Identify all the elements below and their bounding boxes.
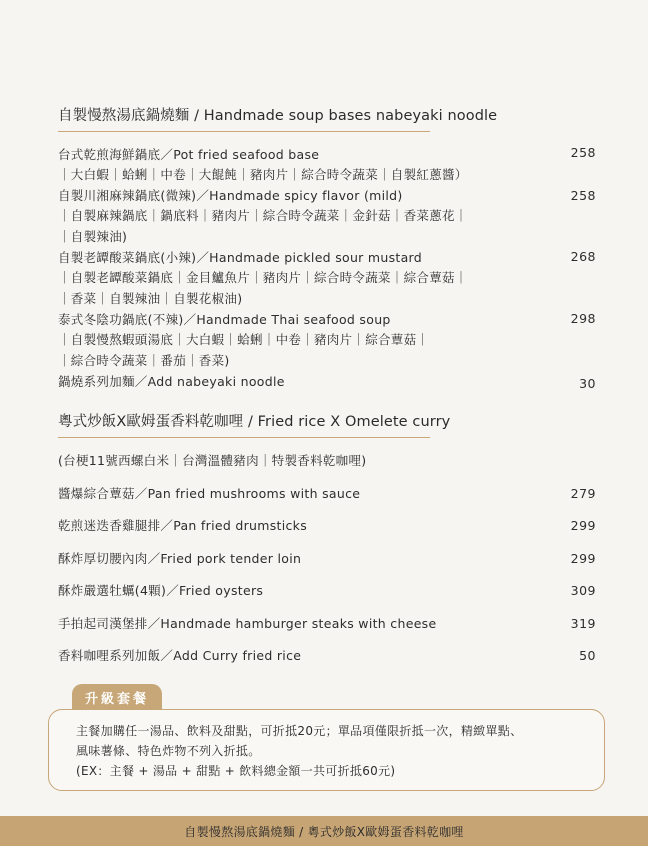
menu-item-price: 299 — [570, 551, 596, 566]
menu-item-name: 酥炸厚切腰內肉／Fried pork tender loin — [58, 551, 302, 566]
menu-item-name: 酥炸嚴選牡蠣(4顆)／Fried oysters — [58, 583, 264, 598]
section-title-fried-rice: 粵式炒飯X歐姆蛋香料乾咖哩 / Fried rice X Omelete curry — [58, 414, 451, 430]
upgrade-text-line: 風味薯條、特色炸物不列入折抵。 — [76, 744, 261, 758]
footer-text: 自製慢熬湯底鍋燒麵 / 粵式炒飯X歐姆蛋香料乾咖哩 — [184, 824, 464, 839]
menu-item-price: 319 — [570, 616, 596, 631]
upgrade-label-tab: 升級套餐 — [72, 684, 162, 710]
menu-item-price: 279 — [570, 486, 596, 501]
menu-item-name: 自製老罈酸菜鍋底(小辣)／Handmade pickled sour mustard — [58, 250, 423, 265]
menu-item-price: 258 — [570, 188, 596, 203]
menu-item-name: 醬爆綜合蕈菇／Pan fried mushrooms with sauce — [58, 486, 361, 501]
section-title-nabeyaki: 自製慢熬湯底鍋燒麵 / Handmade soup bases nabeyaki noodle — [58, 108, 498, 124]
section-note: (台梗11號西螺白米｜台灣溫體豬肉｜特製香料乾咖哩) — [58, 453, 367, 468]
menu-item-desc: ｜自製慢熬蝦頭湯底｜大白蝦｜蛤蜊｜中卷｜豬肉片｜綜合蕈菇｜ — [58, 332, 430, 347]
menu-item-name: 乾煎迷迭香雞腿排／Pan fried drumsticks — [58, 518, 308, 533]
menu-item-price: 258 — [570, 145, 596, 160]
menu-item-price: 309 — [570, 583, 596, 598]
menu-item-desc: ｜自製辣油) — [58, 229, 128, 244]
menu-item-price: 268 — [570, 249, 596, 264]
upgrade-text-line: 主餐加購任一湯品、飲料及甜點，可折抵20元；單品項僅限折抵一次，精緻單點、 — [76, 724, 523, 738]
menu-item-desc: ｜自製老罈酸菜鍋底｜金目鱸魚片｜豬肉片｜綜合時令蔬菜｜綜合蕈菇｜ — [58, 270, 468, 285]
menu-item-name: 手拍起司漢堡排／Handmade hamburger steaks with cheese — [58, 616, 437, 631]
addon-item-name: 香料咖哩系列加飯／Add Curry fried rice — [58, 648, 302, 663]
menu-item-name: 泰式冬陰功鍋底(不辣)／Handmade Thai seafood soup — [58, 312, 391, 327]
menu-item-name: 台式乾煎海鮮鍋底／Pot fried seafood base — [58, 147, 320, 162]
section-divider — [58, 437, 430, 438]
addon-item-price: 30 — [579, 376, 596, 391]
menu-item-desc: ｜香菜｜自製辣油｜自製花椒油) — [58, 291, 243, 306]
footer-bar — [0, 816, 648, 846]
menu-item-price: 298 — [570, 311, 596, 326]
upgrade-text-line: (EX：主餐 + 湯品 + 甜點 + 飲料總金額一共可折抵60元) — [76, 764, 396, 778]
menu-item-price: 299 — [570, 518, 596, 533]
section-divider — [58, 131, 430, 132]
menu-item-name: 自製川湘麻辣鍋底(微辣)／Handmade spicy flavor (mild) — [58, 188, 403, 203]
addon-item-price: 50 — [579, 648, 596, 663]
menu-item-desc: ｜自製麻辣鍋底｜鍋底料｜豬肉片｜綜合時令蔬菜｜金針菇｜香菜蔥花｜ — [58, 208, 468, 223]
addon-item-name: 鍋燒系列加麵／Add nabeyaki noodle — [58, 374, 285, 389]
menu-item-desc: ｜綜合時令蔬菜｜番茄｜香菜) — [58, 353, 230, 368]
menu-item-desc: ｜大白蝦｜蛤蜊｜中卷｜大餛飩｜豬肉片｜綜合時令蔬菜｜自製紅蔥醬） — [58, 167, 468, 182]
